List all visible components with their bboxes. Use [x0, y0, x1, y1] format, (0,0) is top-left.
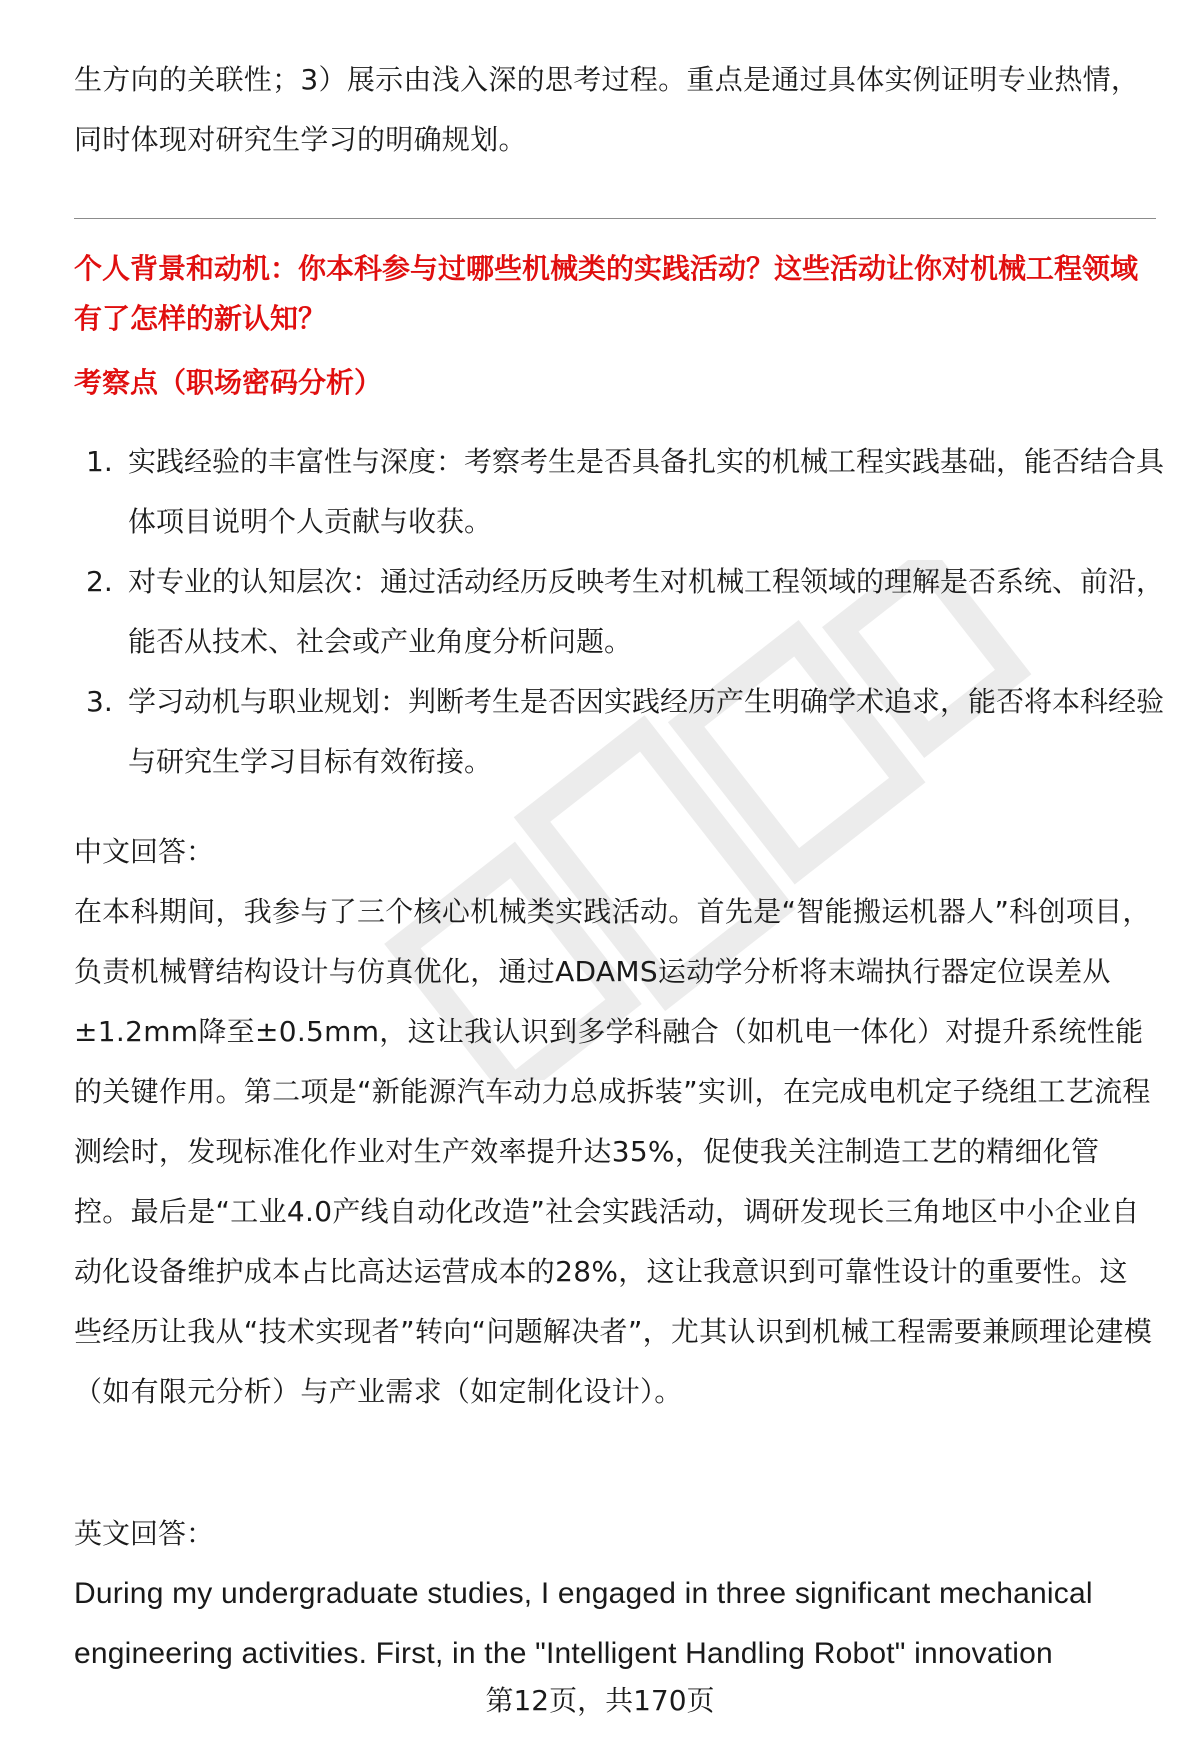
list-item	[74, 432, 1164, 552]
list-item-text: 学习动机与职业规划：判断考生是否因实践经历产生明确学术追求，能否将本科经验与研究生学习目标有效衔接。	[128, 685, 1165, 778]
list-item	[74, 552, 1164, 672]
chinese-answer-paragraph: 在本科期间，我参与了三个核心机械类实践活动。首先是“智能搬运机器人”科创项目，负责机械臂结构设计与仿真优化，通过ADAMS运动学分析将末端执行器定位误差从±1.2mm降至±0.5mm，这让我认识到多学科融合（如机电一体化）对提升系统性能的关键作用。第二项是“新能源汽车动力总成拆装”实训，在完成电机定子绕组工艺流程测绘时，发现标准化作业对生产效率提升达35%，促使我关注制造工艺的精细化管控。最后是“工业4.0产线自动化改造”社会实践活动，调研发现长三角地区中小企业自动化设备维护成本占比高达运营成本的28%，这让我意识到可靠性设计的重要性。这些经历让我从“技术实现者”转向“问题解决者”，尤其认识到机械工程需要兼顾理论建模（如有限元分析）与产业需求（如定制化设计）。	[74, 895, 1153, 1408]
exam-point-list	[74, 432, 1164, 792]
list-number: 2.	[86, 565, 113, 598]
english-answer-paragraph: During my undergraduate studies, I engaged in three significant mechanical engineering activities. First, in the "Intelligent Handling Robot" innovation	[74, 1577, 1093, 1670]
english-answer-label: 英文回答：	[74, 1517, 215, 1550]
chinese-answer-label: 中文回答：	[74, 835, 215, 868]
list-number: 1.	[86, 445, 113, 478]
exam-point-title: 考察点（职场密码分析）	[74, 366, 383, 399]
question-title: 个人背景和动机：你本科参与过哪些机械类的实践活动？这些活动让你对机械工程领域有了怎样的新认知？	[74, 252, 1139, 335]
list-item-text: 实践经验的丰富性与深度：考察考生是否具备扎实的机械工程实践基础，能否结合具体项目说明个人贡献与收获。	[128, 445, 1165, 538]
list-number: 3.	[86, 685, 113, 718]
page-number-footer: 第12页，共170页	[485, 1684, 715, 1717]
list-item-text: 对专业的认知层次：通过活动经历反映考生对机械工程领域的理解是否系统、前沿，能否从技术、社会或产业角度分析问题。	[128, 565, 1165, 658]
intro-paragraph: 生方向的关联性；3）展示由浅入深的思考过程。重点是通过具体实例证明专业热情，同时体现对研究生学习的明确规划。	[74, 63, 1140, 156]
list-item	[74, 672, 1164, 792]
section-divider	[74, 218, 1156, 219]
